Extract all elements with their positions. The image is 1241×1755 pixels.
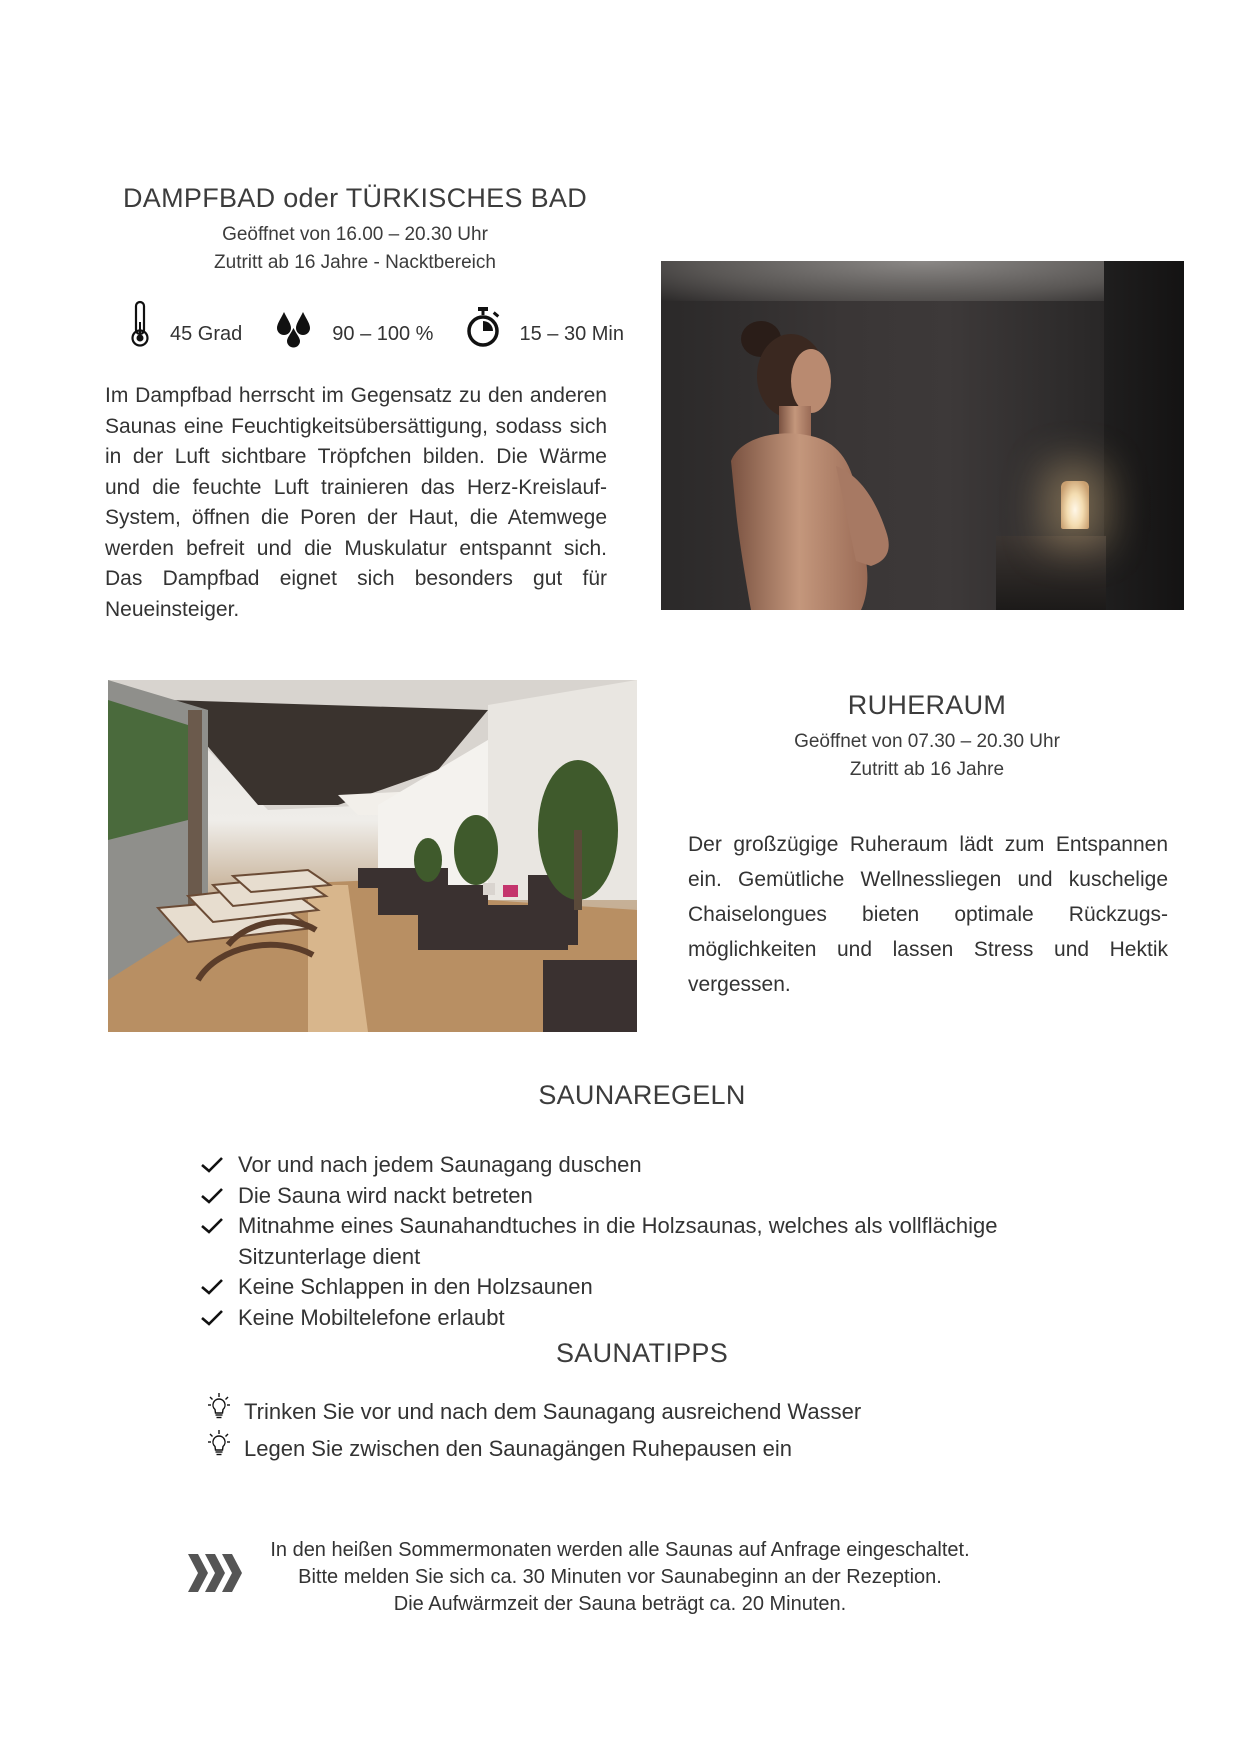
- steam-info-row: [128, 300, 624, 348]
- duration-value: 15 – 30 Min: [519, 323, 624, 345]
- rule-item: Mitnahme eines Saunahandtuches in die Holzsaunas, welches als vollflächige Sitzunterlage dient: [200, 1211, 1060, 1272]
- tips-title: SAUNATIPPS: [555, 1338, 729, 1368]
- check-icon: [200, 1150, 238, 1174]
- chevrons-icon: [188, 1552, 244, 1599]
- rest-description: Der großzügige Ruheraum lädt zum Entspannen ein. Gemütliche Wellnessliegen und kuschelige Chaiselongues bieten optimale Rückzugs-möglichkeiten und lassen Stress und Hektik vergessen.: [688, 833, 1168, 996]
- humidity-value: 90 – 100 %: [332, 323, 434, 345]
- rule-item: Keine Mobiltelefone erlaubt: [200, 1303, 1060, 1334]
- rules-title: SAUNAREGELN: [538, 1080, 746, 1110]
- tips-list: [208, 1393, 1008, 1467]
- thermometer-icon: [128, 300, 152, 348]
- rule-item: Vor und nach jedem Saunagang duschen: [200, 1150, 1060, 1181]
- tip-item: Trinken Sie vor und nach dem Saunagang ausreichend Wasser: [208, 1393, 1008, 1430]
- rule-item: Keine Schlappen in den Holzsaunen: [200, 1272, 1060, 1303]
- steam-title: DAMPFBAD oder TÜRKISCHES BAD: [122, 183, 587, 213]
- rest-access: Zutritt ab 16 Jahre: [849, 759, 1005, 780]
- temperature-value: 45 Grad: [170, 323, 243, 345]
- lightbulb-icon: [208, 1430, 244, 1458]
- steam-access: Zutritt ab 16 Jahre - Nacktbereich: [214, 252, 496, 273]
- steam-bath-photo: [661, 261, 1184, 610]
- check-icon: [200, 1211, 238, 1235]
- tip-item: Legen Sie zwischen den Saunagängen Ruhepausen ein: [208, 1430, 1008, 1467]
- check-icon: [200, 1272, 238, 1296]
- steam-description: Im Dampfbad herrscht im Gegensatz zu den anderen Saunas eine Feuchtigkeitsübersättigung, sodass sich in der Luft sichtbare Tröpfchen bilden. Die Wärme und die feuchte Luft trainieren das Herz-Kreislauf-System, öffnen die Poren der Haut, die Atemwege werden befreit und die Muskulatur entspannt sich. Das Dampfbad eignet sich besonders gut für Neueinsteiger.: [105, 384, 607, 621]
- check-icon: [200, 1181, 238, 1205]
- rules-list: [200, 1150, 1060, 1333]
- rest-room-photo: [108, 680, 637, 1032]
- summer-note: In den heißen Sommermonaten werden alle Saunas auf Anfrage eingeschaltet. Bitte melden Sie sich ca. 30 Minuten vor Saunabeginn an der Rezeption. Die Aufwärmzeit der Sauna beträgt ca. 20 Minuten.: [270, 1539, 970, 1615]
- check-icon: [200, 1303, 238, 1327]
- steam-hours: Geöffnet von 16.00 – 20.30 Uhr: [222, 224, 488, 245]
- rest-title: RUHERAUM: [847, 690, 1007, 720]
- water-drops-icon: [274, 308, 314, 348]
- woman-figure: [661, 261, 1184, 610]
- rule-item: Die Sauna wird nackt betreten: [200, 1181, 1060, 1212]
- rest-hours: Geöffnet von 07.30 – 20.30 Uhr: [794, 731, 1060, 752]
- lightbulb-icon: [208, 1393, 244, 1421]
- stopwatch-icon: [465, 306, 501, 348]
